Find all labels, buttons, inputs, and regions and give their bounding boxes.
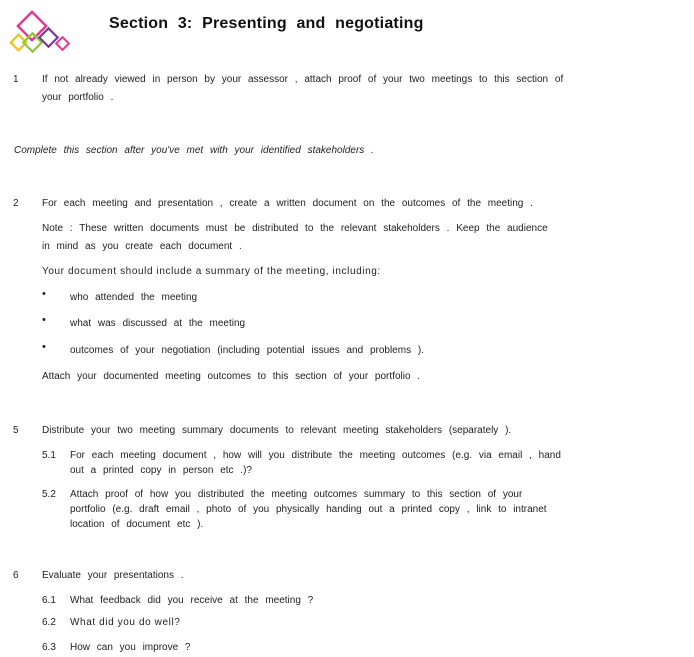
completion-note: Complete this section after you've met with your identified stakeholders . <box>14 145 374 156</box>
bullet-icon: • <box>42 314 46 326</box>
page-title: Section 3: Presenting and negotiating <box>109 15 424 32</box>
item-6-2-number: 6.2 <box>42 617 56 628</box>
logo-diamonds-icon <box>6 10 74 56</box>
item-5-2-line-1: Attach proof of how you distributed the meeting outcomes summary to this section of your <box>70 489 523 500</box>
item-2-line-1: For each meeting and presentation , create a written document on the outcomes of the meeting . <box>42 198 533 209</box>
bullet-item-3: outcomes of your negotiation (including potential issues and problems ). <box>70 345 424 356</box>
item-5-2-line-2: portfolio (e.g. draft email , photo of you physically handing out a printed copy , link to intranet <box>70 504 547 515</box>
item-6-2-text: What did you do well? <box>70 617 181 628</box>
item-1-line-2: your portfolio . <box>42 92 114 103</box>
item-6-number: 6 <box>13 570 19 581</box>
logo-diamond-small <box>56 37 69 50</box>
item-5-1-line-1: For each meeting document , how will you distribute the meeting outcomes (e.g. via email , hand <box>70 450 561 461</box>
item-1-number: 1 <box>13 74 19 85</box>
item-5-number: 5 <box>13 425 19 436</box>
item-5-1-number: 5.1 <box>42 450 56 461</box>
item-5-1-line-2: out a printed copy in person etc .)? <box>70 465 252 476</box>
item-5-line-1: Distribute your two meeting summary documents to relevant meeting stakeholders (separately ). <box>42 425 512 436</box>
item-2-summary-intro: Your document should include a summary of the meeting, including: <box>42 266 381 277</box>
item-6-1-number: 6.1 <box>42 595 56 606</box>
item-6-3-text: How can you improve ? <box>70 642 191 653</box>
item-6-3-number: 6.3 <box>42 642 56 653</box>
item-2-note-line-2: in mind as you create each document . <box>42 241 242 252</box>
item-6-1-text: What feedback did you receive at the meeting ? <box>70 595 314 606</box>
item-2-attach-instruction: Attach your documented meeting outcomes to this section of your portfolio . <box>42 371 421 382</box>
item-1-line-1: If not already viewed in person by your assessor , attach proof of your two meetings to this section of <box>42 74 564 85</box>
bullet-icon: • <box>42 341 46 353</box>
item-2-note-line-1: Note : These written documents must be distributed to the relevant stakeholders . Keep the audience <box>42 223 548 234</box>
bullet-item-1: who attended the meeting <box>70 292 198 303</box>
item-6-line-1: Evaluate your presentations . <box>42 570 184 581</box>
bullet-item-2: what was discussed at the meeting <box>70 318 246 329</box>
item-5-2-number: 5.2 <box>42 489 56 500</box>
bullet-icon: • <box>42 288 46 300</box>
item-5-2-line-3: location of document etc ). <box>70 519 204 530</box>
item-2-number: 2 <box>13 198 19 209</box>
